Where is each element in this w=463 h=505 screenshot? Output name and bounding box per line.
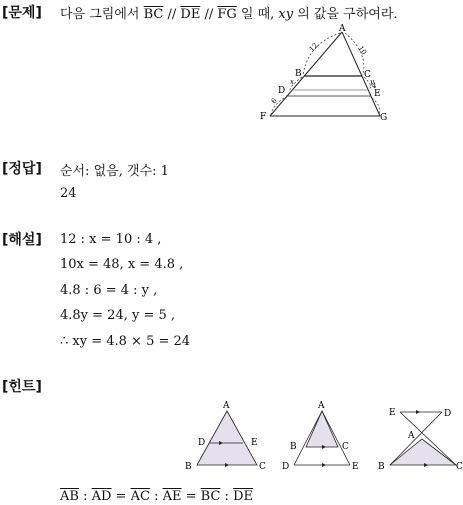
length-4: 4: [372, 82, 377, 90]
length-6: 6: [269, 96, 279, 106]
point-f: F: [260, 112, 267, 122]
point-a: A: [339, 24, 346, 34]
hint2-point-c: C: [342, 442, 349, 452]
solution-line: 10x = 48, x = 4.8 ,: [60, 257, 184, 272]
hint3-point-e: E: [389, 408, 396, 418]
segment-ac: $\overline{AC}$: [130, 489, 150, 504]
length-12: 12: [307, 41, 320, 54]
length-x: x: [290, 78, 294, 86]
segment-de: $\overline{DE}$: [233, 489, 253, 504]
hint2-point-b: B: [290, 442, 297, 452]
hint2-point-e: E: [352, 462, 359, 472]
segment-ab: $\overline{AB}$: [60, 489, 79, 504]
solution-line: 4.8 : 6 = 4 : y ,: [60, 283, 158, 298]
problem-statement: [60, 3, 398, 22]
segment-bc: $\overline{BC}$: [200, 489, 221, 504]
solution-line: 12 : x = 10 : 4 ,: [60, 232, 162, 247]
solution-line: 4.8y = 24, y = 5 ,: [60, 308, 176, 323]
hint-figure-3: [376, 399, 463, 473]
hint1-point-c: C: [259, 462, 266, 472]
hint2-point-a: A: [318, 401, 325, 411]
parallel-sign: //: [163, 7, 181, 22]
segment-ae: $\overline{AE}$: [162, 489, 182, 504]
point-e: E: [374, 89, 381, 99]
ratio-colon: :: [220, 489, 234, 504]
hint-figure-1: [183, 399, 269, 473]
hint2-point-d: D: [282, 462, 290, 472]
segment-de: $\overline{DE}$: [180, 7, 201, 22]
length-y: y: [370, 78, 374, 86]
answer-order-count: 순서: 없음, 갯수: 1: [60, 164, 169, 179]
point-d: D: [278, 86, 286, 96]
hint-label: [힌트]: [2, 379, 42, 395]
hint-ratio-formula: [60, 489, 253, 504]
ratio-colon: :: [78, 489, 92, 504]
point-g: G: [380, 113, 388, 123]
segment-fg: $\overline{FG}$: [217, 7, 237, 22]
point-c: C: [364, 70, 371, 80]
parallel-sign: //: [200, 7, 218, 22]
answer-value: 24: [60, 186, 77, 201]
hint3-point-d: D: [444, 409, 452, 419]
problem-text-pre: 다음 그림에서: [60, 7, 140, 22]
hint1-point-d: D: [198, 438, 206, 448]
problem-text-mid: 일 때,: [236, 7, 279, 22]
hint1-point-e: E: [251, 438, 258, 448]
hint1-point-a: A: [223, 401, 230, 411]
point-b: B: [295, 69, 302, 79]
solution-label: [해설]: [2, 232, 42, 248]
hint3-point-b: B: [378, 462, 385, 472]
ratio-colon: :: [149, 489, 163, 504]
hint-figure-2: [280, 399, 366, 473]
segment-ad: $\overline{AD}$: [91, 489, 112, 504]
length-10: 10: [356, 44, 369, 57]
hint1-point-b: B: [185, 462, 192, 472]
hint3-point-c: C: [456, 462, 463, 472]
problem-label: [문제]: [2, 5, 42, 21]
problem-variable: xy: [278, 7, 294, 22]
segment-bc: $\overline{BC}$: [143, 7, 164, 22]
solution-line: ∴ xy = 4.8 × 5 = 24: [60, 334, 191, 349]
hint3-point-a: A: [408, 431, 415, 441]
problem-text-post: 의 값을 구하여라.: [293, 7, 398, 22]
equals-sign: =: [181, 489, 201, 504]
equals-sign: =: [111, 489, 131, 504]
answer-label: [정답]: [2, 161, 42, 177]
main-triangle-figure: [256, 22, 396, 130]
